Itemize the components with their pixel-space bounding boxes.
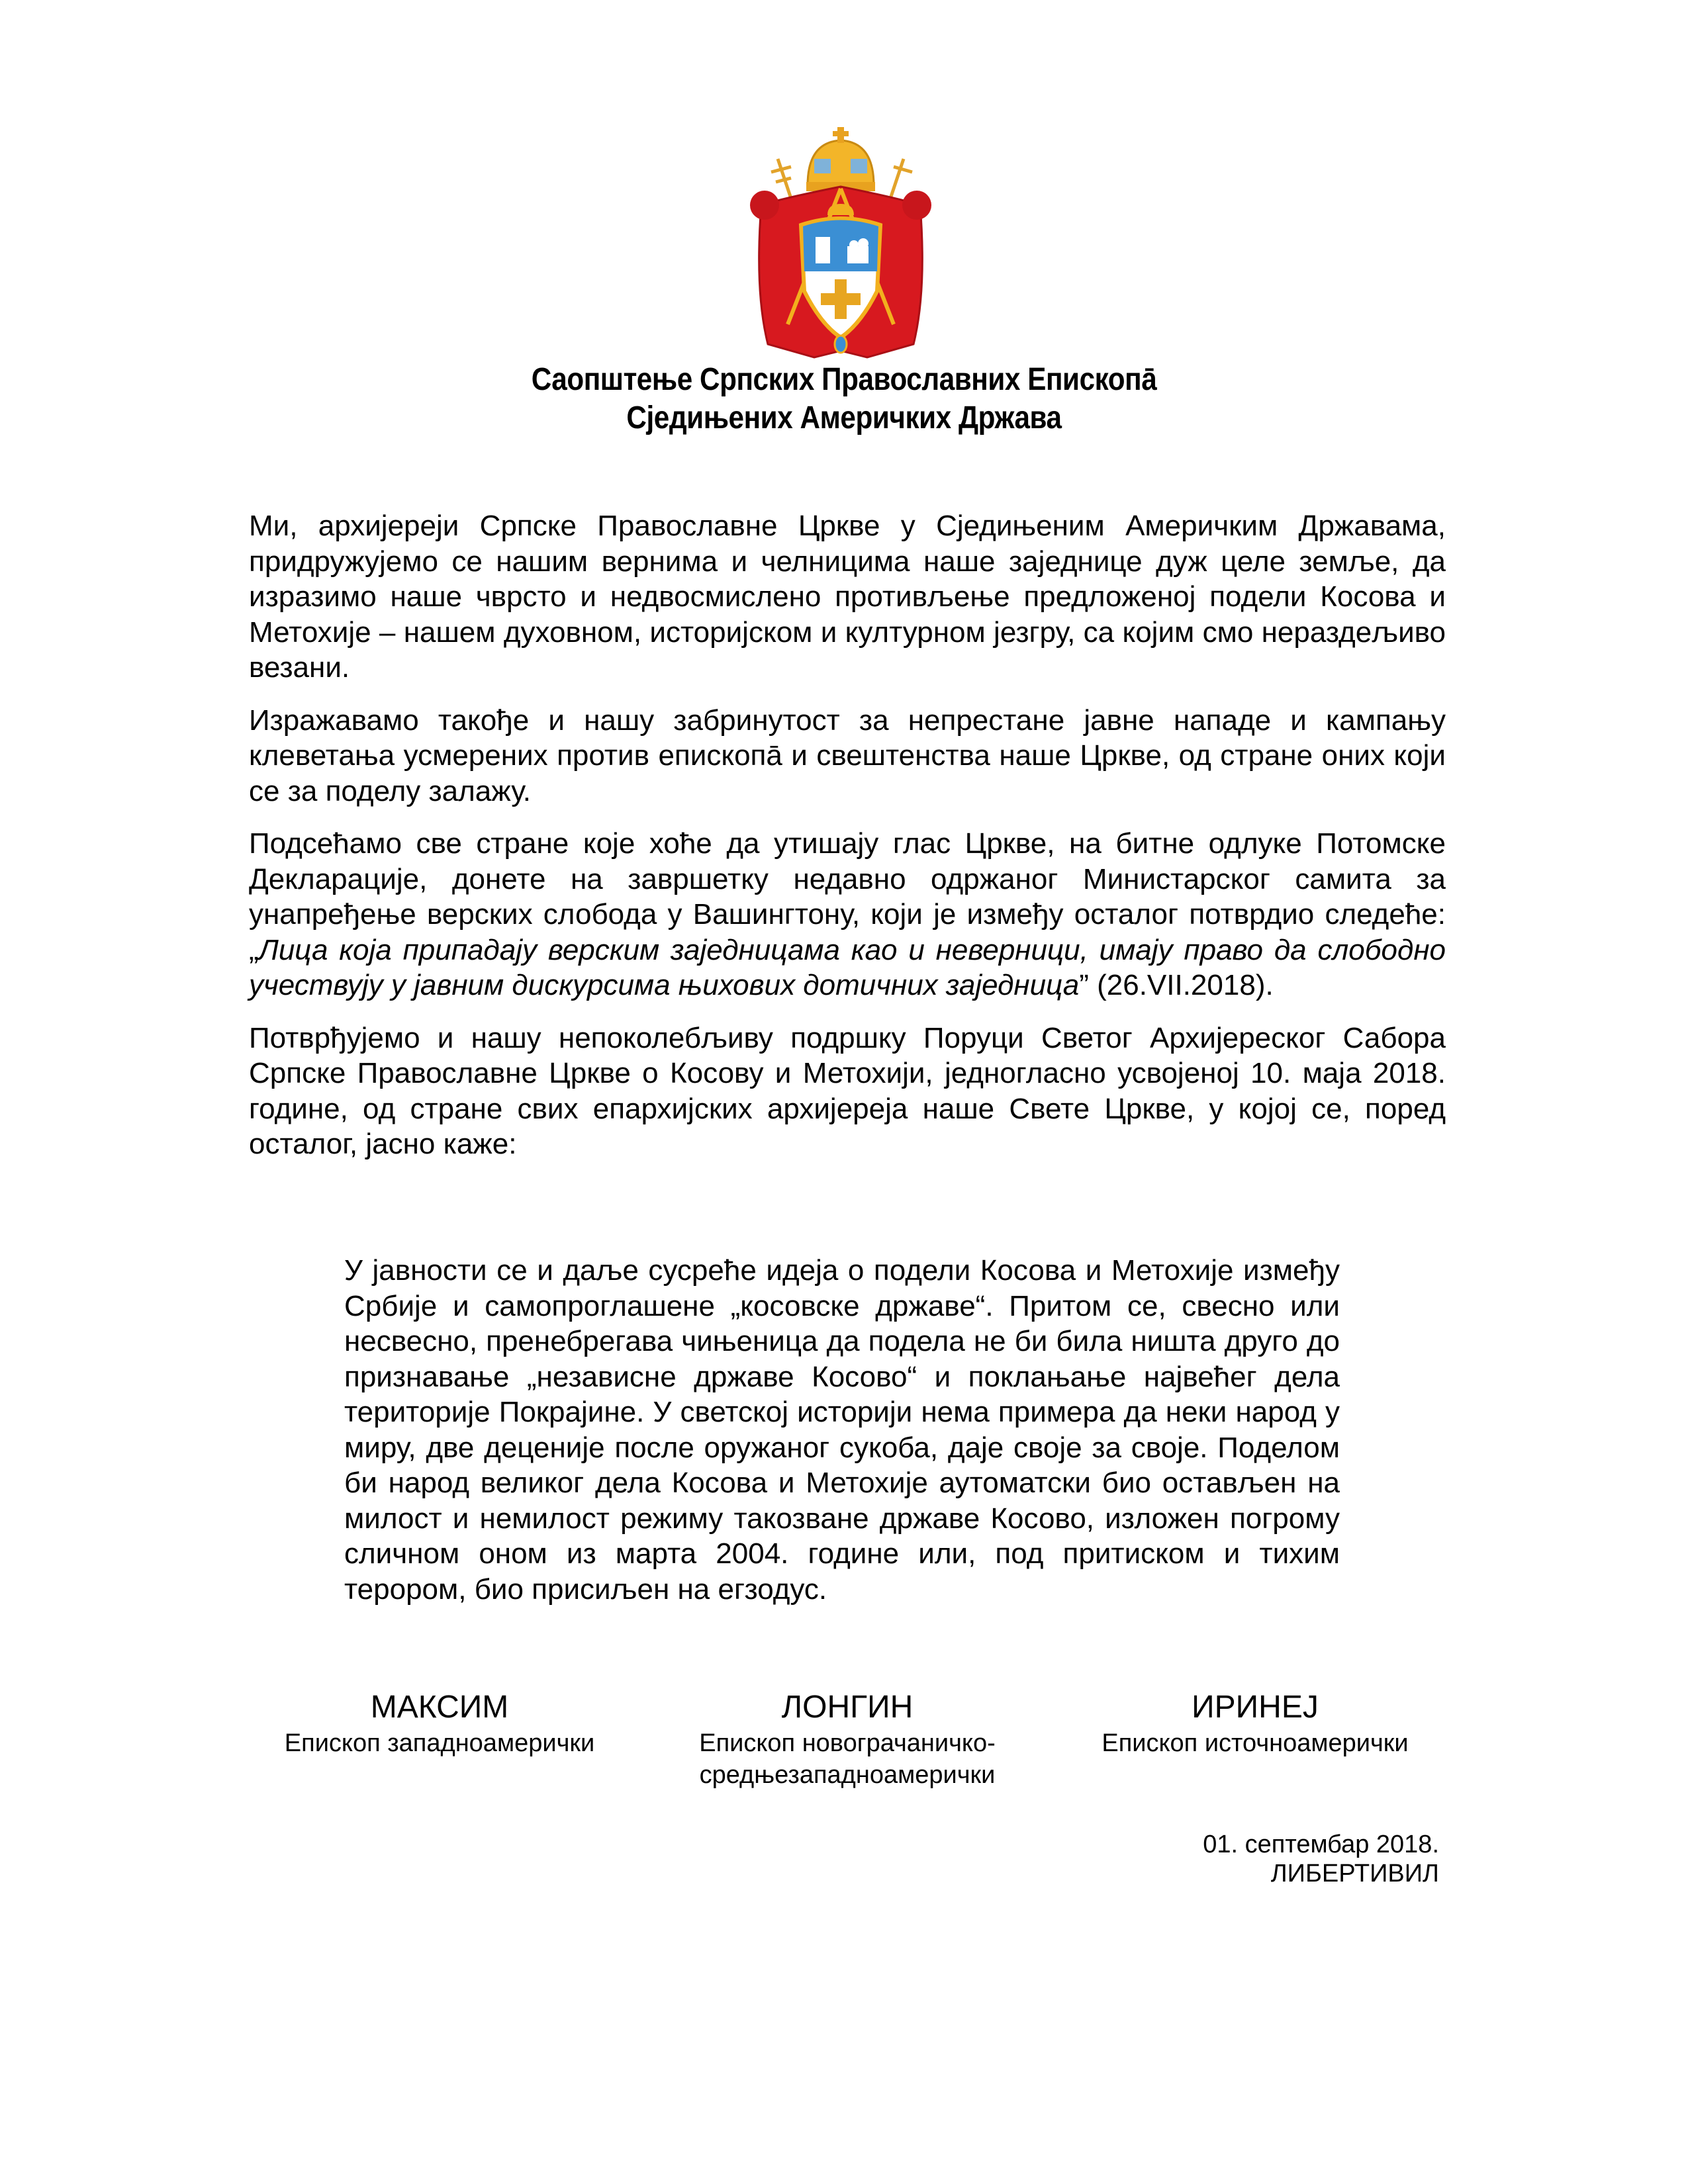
title-line-2: Сједињених Америчких Држава: [626, 400, 1062, 435]
paragraph-4: Потврђујемо и нашу непоколебљиву подршку Поруци Светог Архијереског Сабора Српске Православне Цркве о Косову и Метохији, једногласно усвојеној 10. маја 2018. године, од стране свих епархијских архијереја наше Свете Цркве, у којој се, поред осталог, јасно каже:: [249, 1021, 1446, 1160]
date-and-place: [1203, 1830, 1439, 1888]
signatory-name: ЛОНГИН: [781, 1690, 914, 1725]
signature-irinej: [1064, 1688, 1446, 1791]
synod-message-quote: У јавности се и даље сусреће идеја о подели Косова и Метохије између Србије и самопроглашене „косовске државе“. Притом се, свесно или несвесно, пренебрегава чињеница да подела не би била ништа друго до признавање „независне државе Косово“ и поклањање највећег дела територије Покрајине. У светској историји нема примера да неки народ у миру, две деценије после оружаног сукоба, даје своје за своје. Поделом би народ великог дела Косова и Метохије аутоматски био остављен на милост и немилост режиму такозване државе Косово, изложен погрому сличном оном из марта 2004. године или, под притиском и тихим терором, био присиљен на егзодус.: [344, 1254, 1340, 1606]
paragraph-1: Ми, архијереји Српске Православне Цркве у Сједињеним Америчким Државама, придружујемо се нашим вернима и челницима наше заједнице дуж целе земље, да изразимо наше чврсто и недвосмислено противљење предложеној подели Косова и Метохије – нашем духовном, историјском и културном језгру, са којим смо нераздељиво везани.: [249, 510, 1446, 684]
signatory-name: МАКСИМ: [370, 1690, 509, 1725]
signatory-role: Епископ западноамерички: [284, 1729, 595, 1757]
coat-of-arms-icon: [741, 126, 940, 364]
potomac-declaration-quote: Лица која припадају верским заједницама као и неверници, имају право да слободно учествују у јавним дискурсима њихових дотичних заједница: [249, 933, 1446, 1001]
signature-longin: [630, 1688, 1064, 1791]
signatory-name: ИРИНЕЈ: [1192, 1690, 1319, 1725]
paragraph-3-lead: Подсећамо све стране које хоће да утишају глас Цркве, на битне одлуке Потомске Декларације, донете на завршетку недавно одржаног Министарског самита за унапређење верских слобода у Вашингтону, који је између осталог потврдио следеће: „: [249, 827, 1446, 966]
signature-maksim: [249, 1688, 630, 1791]
paragraph-2: Изражавамо такође и нашу забринутост за непрестане јавне нападе и кампању клеветања усмерених против епископā и свештенства наше Цркве, од стране оних који се за поделу залажу.: [249, 704, 1446, 807]
document-place: ЛИБЕРТИВИЛ: [1270, 1860, 1439, 1888]
document-date: 01. септембар 2018.: [1203, 1831, 1439, 1858]
statement-body: [249, 508, 1446, 1179]
signatory-role: Епископ источноамерички: [1102, 1729, 1409, 1757]
document-title: [0, 361, 1688, 437]
signatures: [249, 1688, 1446, 1791]
paragraph-3-tail: ” (26.VII.2018).: [1079, 969, 1274, 1001]
title-line-1: Саопштење Српских Православних Епископā: [531, 362, 1157, 397]
signatory-role: Епископ новограчаничко-средњезападноамерички: [699, 1729, 996, 1789]
paragraph-3: [249, 826, 1446, 1003]
